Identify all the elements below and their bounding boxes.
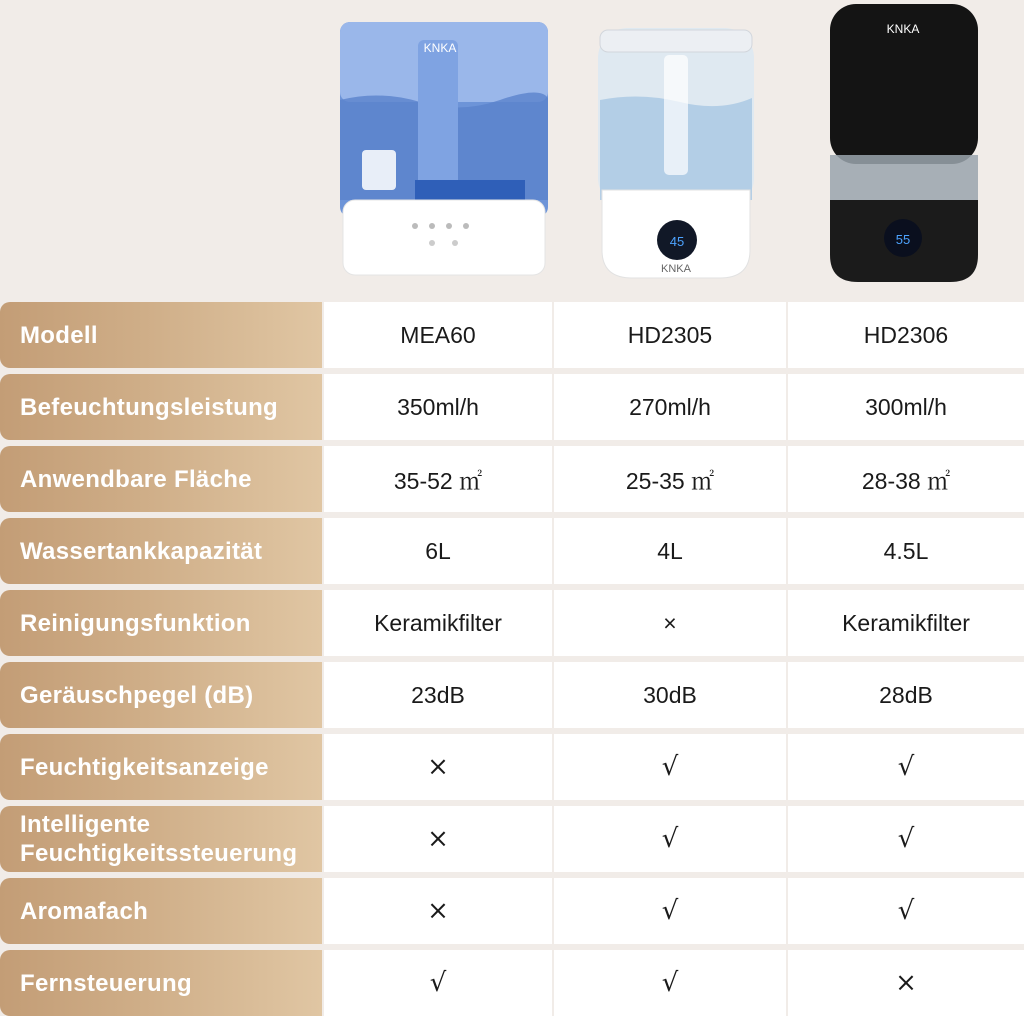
row-label: Feuchtigkeitsanzeige	[0, 734, 322, 800]
table-row	[0, 950, 1024, 1016]
cell-hd2306: ×	[788, 950, 1024, 1016]
cell-hd2305: √	[554, 734, 786, 800]
brand-logo-2: KNKA	[661, 263, 691, 275]
table-row	[0, 518, 1024, 584]
cell-hd2306: HD2306	[788, 302, 1024, 368]
cell-hd2305: 25-35 ㎡	[554, 446, 786, 512]
cell-hd2305: 30dB	[554, 662, 786, 728]
cell-hd2306: 4.5L	[788, 518, 1024, 584]
row-label: Geräuschpegel (dB)	[0, 662, 322, 728]
table-row	[0, 662, 1024, 728]
product-images	[0, 0, 1024, 300]
cell-hd2305: √	[554, 950, 786, 1016]
row-label: Anwendbare Fläche	[0, 446, 322, 512]
table-row	[0, 590, 1024, 656]
cell-mea60: 35-52 ㎡	[324, 446, 552, 512]
product-hd2306-image	[830, 4, 978, 282]
product-mea60-image	[340, 22, 548, 275]
brand-logo-3: KNKA	[886, 22, 920, 36]
table-row	[0, 878, 1024, 944]
row-label: Wassertankkapazität	[0, 518, 322, 584]
cell-mea60: 6L	[324, 518, 552, 584]
cell-mea60: MEA60	[324, 302, 552, 368]
cell-hd2305: √	[554, 806, 786, 872]
cell-mea60: ×	[324, 878, 552, 944]
cell-hd2305: √	[554, 878, 786, 944]
cell-hd2305: HD2305	[554, 302, 786, 368]
brand-logo-1: KNKA	[423, 41, 457, 55]
cell-hd2306: Keramikfilter	[788, 590, 1024, 656]
cell-mea60: 23dB	[324, 662, 552, 728]
cell-hd2305: 270ml/h	[554, 374, 786, 440]
table-row	[0, 446, 1024, 512]
table-row	[0, 374, 1024, 440]
cell-hd2305: 4L	[554, 518, 786, 584]
product-hd2305-image	[598, 28, 754, 278]
cell-hd2306: √	[788, 878, 1024, 944]
row-label: Reinigungsfunktion	[0, 590, 322, 656]
cell-hd2305: ×	[554, 590, 786, 656]
row-label: Fernsteuerung	[0, 950, 322, 1016]
product-illustrations	[0, 0, 1024, 300]
row-label: Befeuchtungsleistung	[0, 374, 322, 440]
cell-mea60: ×	[324, 734, 552, 800]
display-readout-hd2306: 55	[895, 232, 911, 247]
cell-hd2306: √	[788, 806, 1024, 872]
row-label: Aromafach	[0, 878, 322, 944]
cell-mea60: ×	[324, 806, 552, 872]
table-row	[0, 734, 1024, 800]
row-label: Modell	[0, 302, 322, 368]
row-label: Intelligente Feuchtigkeitssteuerung	[0, 806, 322, 872]
cell-hd2306: 300ml/h	[788, 374, 1024, 440]
cell-mea60: 350ml/h	[324, 374, 552, 440]
cell-mea60: √	[324, 950, 552, 1016]
cell-hd2306: √	[788, 734, 1024, 800]
cell-hd2306: 28dB	[788, 662, 1024, 728]
display-readout-hd2305: 45	[669, 234, 685, 249]
cell-hd2306: 28-38 ㎡	[788, 446, 1024, 512]
table-row	[0, 302, 1024, 368]
cell-mea60: Keramikfilter	[324, 590, 552, 656]
table-row	[0, 806, 1024, 872]
